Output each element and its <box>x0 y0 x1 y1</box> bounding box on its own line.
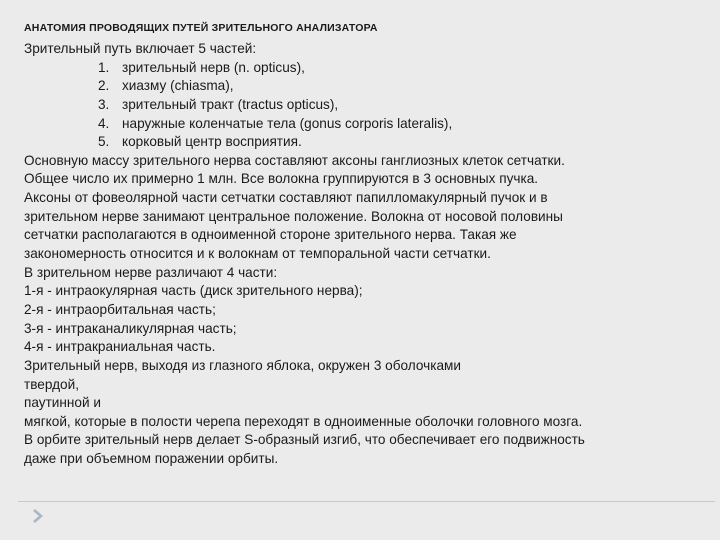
segment-line: 2-я - интраорбитальная часть; <box>24 301 216 317</box>
segment-line: 4-я - интракраниальная часть. <box>24 339 216 355</box>
slide-title: АНАТОМИЯ ПРОВОДЯЩИХ ПУТЕЙ ЗРИТЕЛЬНОГО АНАЛИЗАТОРА <box>24 22 378 34</box>
list-item <box>24 77 714 96</box>
list-text: хиазму (chiasma), <box>122 78 234 94</box>
list-text: зрительный тракт (tractus opticus), <box>122 96 339 112</box>
paragraph-line: сетчатки располагаются в одноименной стороне зрительного нерва. Такая же <box>24 227 517 243</box>
list-number: 1. <box>98 59 110 75</box>
list-number: 2. <box>98 78 110 94</box>
intro-line: Зрительный путь включает 5 частей: <box>24 41 257 56</box>
closing-line: паутинной и <box>24 395 101 411</box>
footer-divider <box>18 501 715 502</box>
paragraph-line: Общее число их примерно 1 млн. Все волокна группируются в 3 основных пучка. <box>24 171 539 187</box>
closing-line: Зрительный нерв, выходя из глазного яблока, окружен 3 оболочками <box>24 357 461 373</box>
paragraph-line: закономерность относится и к волокнам от темпоральной части сетчатки. <box>24 246 491 262</box>
list-item <box>24 115 714 134</box>
list-number: 4. <box>98 115 110 131</box>
slide-body <box>24 40 714 469</box>
list-text: зрительный нерв (n. opticus), <box>122 59 305 75</box>
list-item <box>24 96 714 115</box>
segment-line: 1-я - интраокулярная часть (диск зрительного нерва); <box>24 283 363 299</box>
closing-line: даже при объемном поражении орбиты. <box>24 451 279 467</box>
chevron-right-icon[interactable] <box>30 508 46 524</box>
segment-line: 3-я - интраканаликулярная часть; <box>24 320 237 336</box>
paragraph-line: Аксоны от фовеолярной части сетчатки составляют папилломакулярный пучок и в <box>24 190 548 206</box>
list-text: корковый центр восприятия. <box>122 134 302 150</box>
closing-line: В орбите зрительный нерв делает S-образный изгиб, что обеспечивает его подвижность <box>24 432 585 448</box>
list-number: 3. <box>98 96 110 112</box>
closing-line: мягкой, которые в полости черепа переходят в одноименные оболочки головного мозга. <box>24 413 583 429</box>
segments-intro: В зрительном нерве различают 4 части: <box>24 264 278 280</box>
list-number: 5. <box>98 134 110 150</box>
list-item <box>24 59 714 78</box>
list-text: наружные коленчатые тела (gonus corporis lateralis), <box>122 115 453 131</box>
closing-line: твердой, <box>24 376 79 392</box>
list-item <box>24 133 714 152</box>
paragraph-line: Основную массу зрительного нерва составляют аксоны ганглиозных клеток сетчатки. <box>24 152 565 168</box>
paragraph-line: зрительном нерве занимают центральное положение. Волокна от носовой половины <box>24 208 563 224</box>
